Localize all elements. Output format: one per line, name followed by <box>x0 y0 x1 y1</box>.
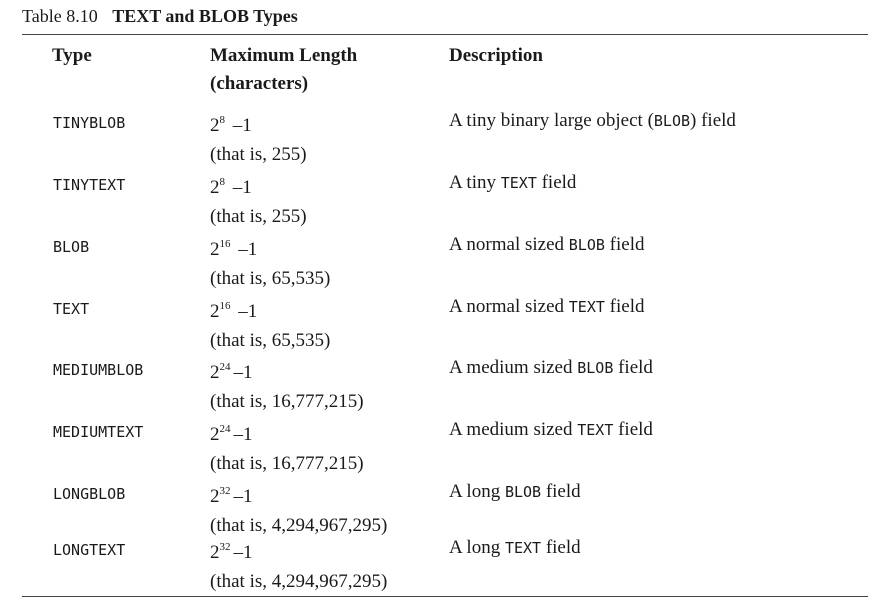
length-note: (that is, 16,777,215) <box>210 453 364 474</box>
desc-text: field <box>613 357 653 378</box>
base: 2 <box>210 301 220 322</box>
exponent: 16 <box>219 238 231 250</box>
base: 2 <box>210 177 220 198</box>
max-length-cell <box>210 292 330 355</box>
suffix: –1 <box>233 542 253 563</box>
max-length-cell <box>210 106 307 169</box>
description-cell <box>449 415 653 445</box>
desc-text: A normal sized <box>449 296 569 317</box>
bottom-rule <box>22 596 868 597</box>
desc-code: BLOB <box>577 359 614 377</box>
table-caption <box>22 6 298 27</box>
exponent: 32 <box>219 485 231 497</box>
max-length-cell <box>210 353 364 416</box>
type-cell: TINYTEXT <box>53 176 126 194</box>
table-number: Table 8.10 <box>22 6 98 26</box>
desc-code: BLOB <box>504 483 542 501</box>
desc-code: TEXT <box>568 298 605 316</box>
table-row <box>0 533 875 595</box>
desc-code: TEXT <box>504 539 542 557</box>
suffix: –1 <box>233 301 258 322</box>
desc-text: A long <box>449 481 505 502</box>
max-length-cell <box>210 168 307 231</box>
max-length-cell <box>210 477 387 540</box>
exponent: 24 <box>219 423 231 435</box>
desc-code: BLOB <box>653 112 691 130</box>
description-cell <box>449 292 644 322</box>
desc-code: TEXT <box>500 174 537 192</box>
desc-text: field <box>541 481 581 502</box>
description-cell <box>449 106 736 136</box>
length-note: (that is, 4,294,967,295) <box>210 571 388 592</box>
suffix: –1 <box>233 362 253 383</box>
max-length-cell <box>210 533 387 596</box>
type-cell: TEXT <box>53 300 90 318</box>
description-cell <box>449 477 581 507</box>
suffix: –1 <box>228 177 252 198</box>
exponent: 32 <box>219 541 231 553</box>
suffix: –1 <box>228 115 252 136</box>
base: 2 <box>210 239 220 260</box>
desc-text: A long <box>449 537 505 558</box>
table-row <box>0 415 875 477</box>
length-note: (that is, 65,535) <box>210 330 331 351</box>
header-max-line1: Maximum Length <box>210 45 358 66</box>
table-title: TEXT and BLOB Types <box>112 6 298 26</box>
desc-text: ) field <box>690 110 736 131</box>
table-row <box>0 230 875 292</box>
length-note: (that is, 16,777,215) <box>210 391 364 412</box>
desc-code: TEXT <box>577 421 614 439</box>
type-cell: TINYBLOB <box>53 114 126 132</box>
base: 2 <box>210 424 220 445</box>
header-max-length <box>210 42 357 98</box>
table-row <box>0 477 875 539</box>
desc-text: field <box>604 234 645 255</box>
base: 2 <box>210 362 220 383</box>
desc-text: field <box>536 172 577 193</box>
desc-text: A tiny binary large object ( <box>449 110 654 131</box>
base: 2 <box>210 115 220 136</box>
max-length-cell <box>210 415 364 478</box>
suffix: –1 <box>233 424 253 445</box>
desc-text: field <box>613 419 653 440</box>
top-rule <box>22 34 868 35</box>
exponent: 24 <box>219 361 231 373</box>
table-row <box>0 353 875 415</box>
description-cell <box>449 230 644 260</box>
table-row <box>0 106 875 168</box>
desc-text: field <box>604 296 645 317</box>
exponent: 16 <box>219 300 231 312</box>
type-cell: LONGTEXT <box>53 541 126 559</box>
description-cell <box>449 353 653 383</box>
desc-text: A tiny <box>449 172 501 193</box>
desc-text: A medium sized <box>449 419 578 440</box>
suffix: –1 <box>233 486 253 507</box>
header-type: Type <box>52 45 92 66</box>
type-cell: BLOB <box>53 238 90 256</box>
table-row <box>0 168 875 230</box>
exponent: 8 <box>219 176 225 188</box>
desc-text: A normal sized <box>449 234 569 255</box>
description-cell <box>449 168 576 198</box>
table-row <box>0 292 875 354</box>
type-cell: MEDIUMTEXT <box>53 423 144 441</box>
desc-code: BLOB <box>568 236 605 254</box>
length-note: (that is, 255) <box>210 206 307 227</box>
base: 2 <box>210 486 220 507</box>
type-cell: MEDIUMBLOB <box>53 361 144 379</box>
description-cell <box>449 533 581 563</box>
base: 2 <box>210 542 220 563</box>
header-description: Description <box>449 45 543 66</box>
desc-text: field <box>541 537 581 558</box>
type-cell: LONGBLOB <box>53 485 126 503</box>
length-note: (that is, 255) <box>210 144 307 165</box>
length-note: (that is, 4,294,967,295) <box>210 515 388 536</box>
max-length-cell <box>210 230 330 293</box>
exponent: 8 <box>219 114 225 126</box>
suffix: –1 <box>233 239 258 260</box>
length-note: (that is, 65,535) <box>210 268 331 289</box>
header-max-line2: (characters) <box>210 73 309 94</box>
desc-text: A medium sized <box>449 357 578 378</box>
